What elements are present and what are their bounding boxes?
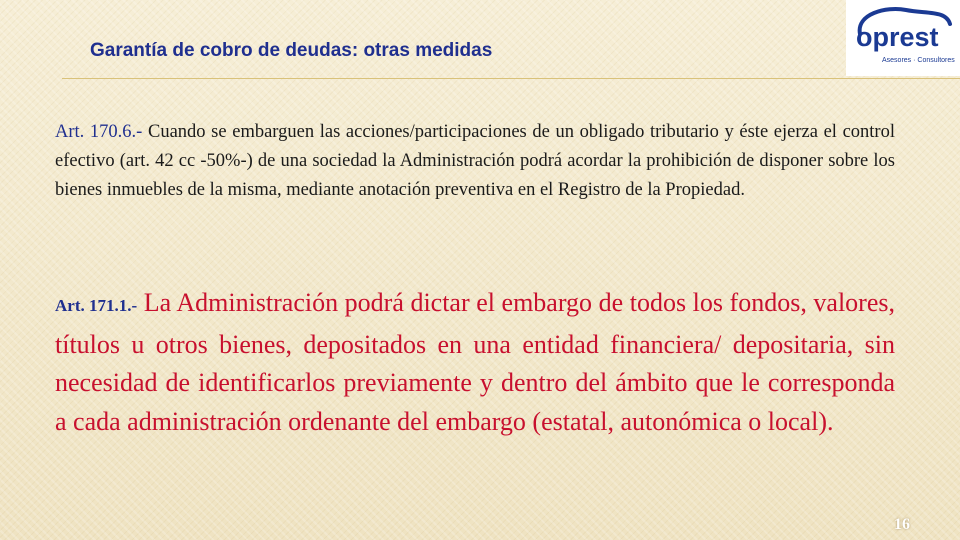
article-171-1-reference: Art. 171.1.-	[55, 296, 138, 315]
article-170-6-paragraph	[55, 118, 895, 205]
slide-title: Garantía de cobro de deudas: otras medidas	[90, 40, 493, 61]
logo-tagline: Asesores · Consultores	[882, 57, 955, 64]
company-logo	[846, 0, 960, 76]
title-divider	[62, 78, 960, 79]
article-170-6-text: Cuando se embarguen las acciones/participaciones de un obligado tributario y éste ejerza el control efectivo (art. 42 cc -50%-) de una sociedad la Administración podrá acordar la prohibición de disponer sobre los bienes inmuebles de la misma, mediante anotación preventiva en el Registro de la Propiedad.	[55, 122, 895, 200]
page-number: 16	[894, 516, 910, 533]
article-171-1-text: La Administración podrá dictar el embargo de todos los fondos, valores, títulos u otros bienes, depositados en una entidad financiera/ depositaria, sin necesidad de identificarlos previamente y dentro del ámbito que le corresponda a cada administración ordenante del embargo (estatal, autonómica o local).	[55, 288, 895, 436]
logo-wordmark: oprest	[856, 22, 939, 52]
article-170-6-reference: Art. 170.6.-	[55, 122, 143, 142]
article-171-1-paragraph	[55, 284, 895, 441]
logo-graphic	[846, 0, 960, 76]
